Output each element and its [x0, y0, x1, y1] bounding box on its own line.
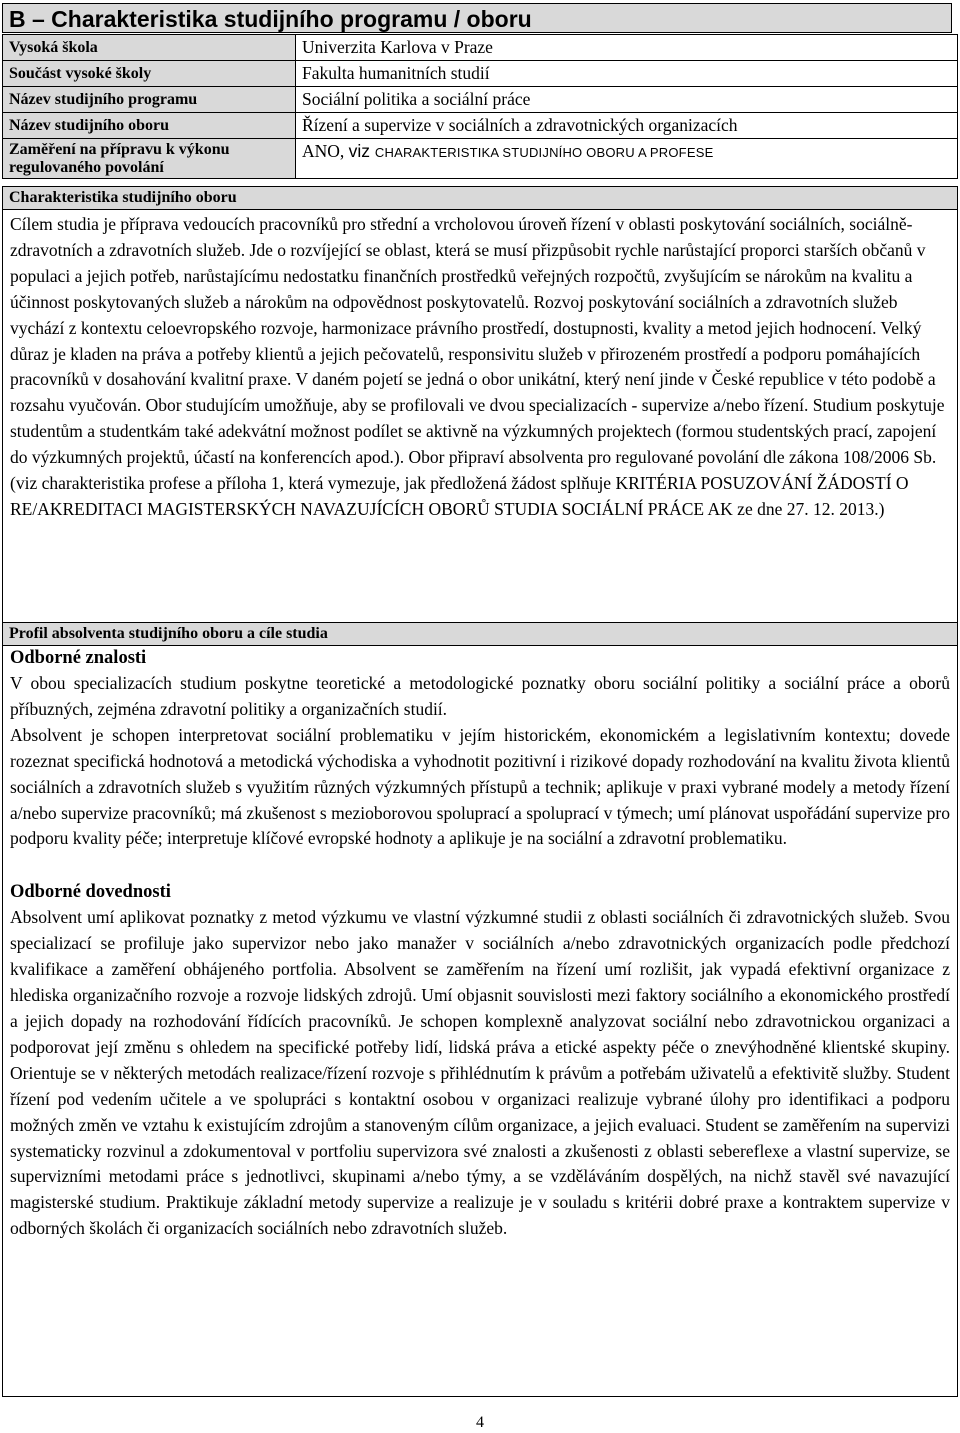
skills-title: Odborné dovednosti — [10, 882, 171, 903]
characteristic-header: Charakteristika studijního oboru — [3, 187, 957, 210]
regulated-profession-label: Zaměření na přípravu k výkonu regulovaného povolání — [3, 139, 296, 179]
table-row — [3, 87, 958, 113]
page-number: 4 — [476, 1414, 484, 1431]
program-info-table — [2, 34, 958, 179]
profile-header: Profil absolventa studijního oboru a cíle studia — [3, 623, 957, 646]
profile-section — [2, 622, 958, 1397]
table-row — [3, 61, 958, 87]
characteristic-section — [2, 186, 958, 623]
regulated-answer: ANO, — [302, 141, 349, 161]
knowledge-intro: V obou specializacích studium poskytne teoretické a metodologické poznatky oboru sociální politiky a sociální práce a oborů příbuzných, zejména zdravotní politiky a organizačních studií. — [10, 673, 950, 719]
skills-text: Absolvent umí aplikovat poznatky z metod výzkumu ve vlastní výzkumné studii z oblasti sociálních či zdravotnických služeb. Svou specializací se profiluje jako supervizor nebo jako manažer v sociálních a/nebo zdravotnických organizacích podle předchozí kvalifikace a zaměření obhájeného portfolia. Absolvent se zaměřením na řízení umí rozlišit, jak vypadá efektivní organizace z hlediska organizačního rozvoje a rozvoje lidských zdrojů. Umí objasnit souvislosti mezi faktory sociálního a ekonomického prostředí a jejich dopady na rozhodování řídících pracovníků. Je schopen komplexně analyzovat sociální nebo zdravotnickou organizaci a podporovat její změnu s ohledem na specifické potřeby lidí, lidská práva a etické aspekty péče o znevýhodněné klientské skupiny. Orientuje se v některých metodách realizace/řízení rozvoje s přihlédnutím k právům a potřebám uživatelů a efektivitě služby. Student řízení pod vedením učitele a ve spolupráci s kontaktní osobou v organizaci realizuje vybrané úlohy pro identifikaci a podporu možných změn ve vztahu k existujícím zdrojům a stanoveným cílům organizace, a jejich evaluaci. Student se zaměřením na supervizi systematicky rozvinul a zdokumentoval v portfoliu supervizora své znalosti a zkušenosti z oblasti sebereflexe a vlastní supervize, se supervizními metodami práce s jednotlivci, skupinami a/nebo týmy, a se vzděláváním dospělých, na nichž stavěl své navazující magisterské studium. Praktikuje základní metody supervize a realizuje je v souladu s kritérii dobré praxe a kontraktem supervize v odborných školách či organizacích sociálních nebo zdravotních služeb. — [10, 907, 950, 1239]
regulated-see: viz — [348, 141, 375, 161]
knowledge-title: Odborné znalosti — [10, 648, 147, 668]
row-value: Sociální politika a sociální práce — [296, 87, 958, 113]
row-value: Řízení a supervize v sociálních a zdravotnických organizacích — [296, 113, 958, 139]
table-row — [3, 113, 958, 139]
row-label: Název studijního programu — [3, 87, 296, 113]
section-heading: B – Charakteristika studijního programu / oboru — [2, 3, 952, 33]
spacer — [3, 852, 957, 880]
table-row — [3, 35, 958, 61]
row-value: Fakulta humanitních studií — [296, 61, 958, 87]
row-value: Univerzita Karlova v Praze — [296, 35, 958, 61]
row-label: Vysoká škola — [3, 35, 296, 61]
row-label: Součást vysoké školy — [3, 61, 296, 87]
regulated-profession-value — [296, 139, 958, 179]
row-label: Název studijního oboru — [3, 113, 296, 139]
characteristic-text: Cílem studia je příprava vedoucích pracovníků pro střední a vrcholovou úroveň řízení v oblasti poskytování sociálních, sociálně-zdravotních a zdravotních služeb. Jde o rozvíjející se oblast, která se musí přizpůsobit rychle narůstající proporci starších občanů v populaci a jejich potřeb, narůstajícímu nedostatku finančních prostředků veřejných rozpočtů, zvyšujícím se nárokům na kvalitu a účinnost poskytovaných služeb a nárokům na odpovědnost poskytovatelů. Rozvoj poskytování sociálních a zdravotních služeb vychází z kontextu celoevropského rozvoje, harmonizace právního prostředí, dostupnosti, kvality a metod jejich hodnocení. Velký důraz je kladen na práva a potřeby klientů a jejich pečovatelů, responsivitu služeb v přirozeném prostředí a podporu pomáhajících pracovníků v dosahování kvalitní praxe. V daném pojetí se jedná o obor unikátní, který není jinde v České republice v této podobě a rozsahu vyučován. Obor studujícím umožňuje, aby se profilovali ve dvou specializacích - supervize a/nebo řízení. Studium poskytuje studentům a studentkám také adekvátní možnost podílet se aktivně na výzkumných projektech (formou studentských prací, zapojení do výzkumných projektů, účastí na konferencích apod.). Obor připraví absolventa pro regulované povolání dle zákona 108/2006 Sb. (viz charakteristika profese a příloha 1, která vymezuje, jak předložená žádost splňuje KRITÉRIA POSUZOVÁNÍ ŽÁDOSTÍ O RE/AKREDITACI MAGISTERSKÝCH NAVAZUJÍCÍCH OBORŮ STUDIA SOCIÁLNÍ PRÁCE AK ze dne 27. 12. 2013.) — [10, 214, 945, 519]
knowledge-detail: Absolvent je schopen interpretovat sociální problematiku v jejím historickém, ekonomickém a legislativním kontextu; dovede rozeznat specifická hodnotová a metodická východiska a vyhodnotit pozitivní i rizikové dopady rozhodování na kvalitu života klientů sociálních a zdravotních služeb s využitím různých výzkumných přístupů a technik; aplikuje v praxi vybrané modely a metody řízení a/nebo supervize pracovníků; má zkušenost s mezioborovou spoluprací a spoluprací v týmech; umí plánovat uspořádání supervize pro podporu kvality péče; interpretuje klíčové evropské hodnoty a aplikuje je na sociální a zdravotní problematiku. — [10, 724, 950, 849]
regulated-reference: CHARAKTERISTIKA STUDIJNÍHO OBORU A PROFESE — [374, 145, 714, 160]
table-row — [3, 139, 958, 179]
